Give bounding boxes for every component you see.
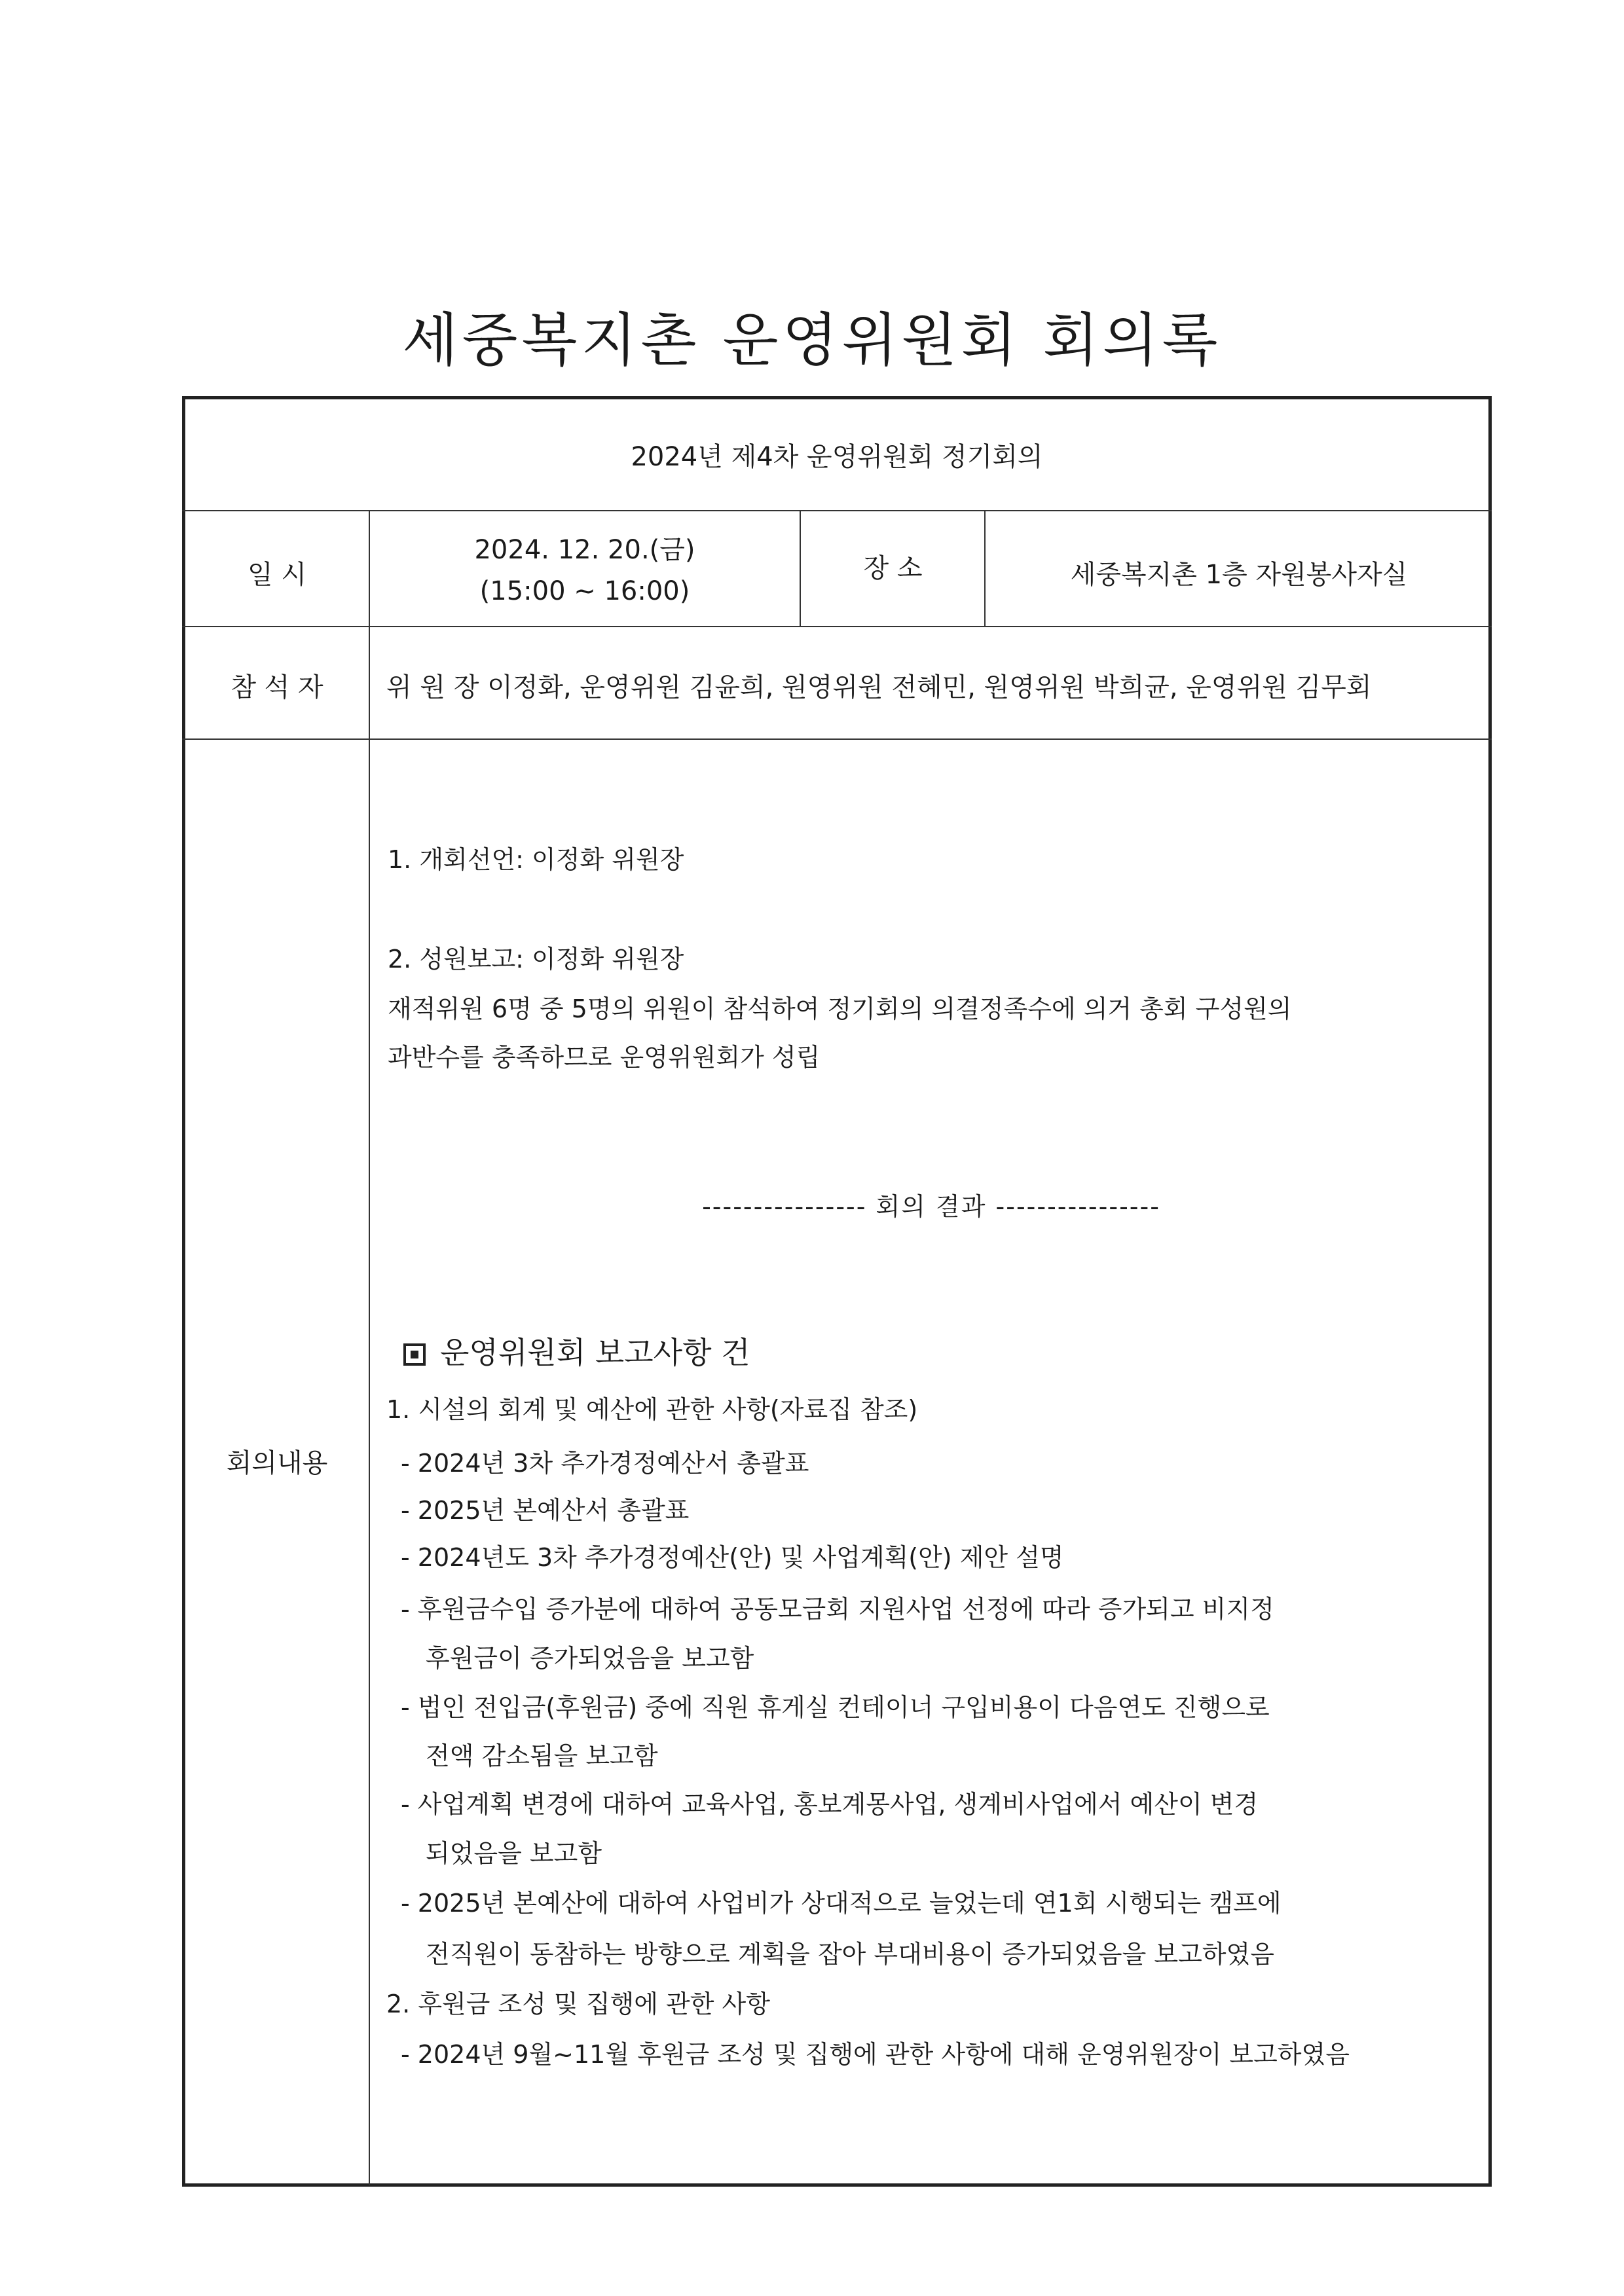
meeting-place: 세중복지촌 1층 자원봉사자실 bbox=[1070, 560, 1408, 590]
report-bullet: - 2024년 9월~11월 후원금 조성 및 집행에 관한 사항에 대해 운영위원장이 보고하였음 bbox=[401, 2040, 1350, 2069]
cell-divider bbox=[800, 511, 801, 627]
label-content: 회의내용 bbox=[226, 1448, 328, 1478]
report-bullet: - 후원금수입 증가분에 대하여 공동모금회 지원사업 선정에 따라 증가되고 비지정 bbox=[401, 1595, 1274, 1624]
report-bullet-cont: 전직원이 동참하는 방향으로 계획을 잡아 부대비용이 증가되었음을 보고하였음 bbox=[426, 1940, 1274, 1969]
section-heading bbox=[403, 1329, 750, 1372]
row-divider bbox=[182, 738, 1492, 740]
attendee-list: 위 원 장 이정화, 운영위원 김윤희, 원영위원 전혜민, 원영위원 박희균, 운영위원 김무회 bbox=[386, 672, 1372, 702]
label-attendees: 참 석 자 bbox=[231, 672, 323, 702]
document-title: 세중복지촌 운영위원회 회의록 bbox=[402, 306, 1222, 374]
report-bullet: - 2025년 본예산서 총괄표 bbox=[401, 1496, 690, 1525]
report-bullet-cont: 되었음을 보고함 bbox=[426, 1839, 602, 1868]
report-bullet: - 법인 전입금(후원금) 중에 직원 휴게실 컨테이너 구입비용이 다음연도 진행으로 bbox=[401, 1693, 1270, 1722]
row-divider bbox=[182, 510, 1492, 511]
quorum-text-line1: 재적위원 6명 중 5명의 위원이 참석하여 정기회의 의결정족수에 의거 총회 구성원의 bbox=[388, 994, 1292, 1023]
quorum-text-line2: 과반수를 충족하므로 운영위원회가 성립 bbox=[388, 1043, 821, 1072]
report-bullet: - 사업계획 변경에 대하여 교육사업, 홍보계몽사업, 생계비사업에서 예산이 변경 bbox=[401, 1790, 1259, 1819]
section-heading-text: 운영위원회 보고사항 건 bbox=[440, 1335, 750, 1370]
item-opening: 1. 개회선언: 이정화 위원장 bbox=[388, 845, 684, 874]
label-place: 장 소 bbox=[863, 553, 923, 583]
meeting-date: 2024. 12. 20.(금) bbox=[474, 535, 695, 565]
results-divider: ---------------- 회의 결과 ---------------- bbox=[702, 1192, 1160, 1221]
report-bullet: - 2024년도 3차 추가경정예산(안) 및 사업계획(안) 제안 설명 bbox=[401, 1543, 1064, 1572]
item-quorum-report: 2. 성원보고: 이정화 위원장 bbox=[388, 945, 684, 974]
filled-square-icon bbox=[403, 1343, 426, 1366]
report-bullet: - 2024년 3차 추가경정예산서 총괄표 bbox=[401, 1449, 809, 1478]
report-bullet: - 2025년 본예산에 대하여 사업비가 상대적으로 늘었는데 연1회 시행되는 캠프에 bbox=[401, 1889, 1282, 1918]
row-divider bbox=[182, 626, 1492, 627]
meeting-time: (15:00 ~ 16:00) bbox=[479, 576, 690, 606]
report-bullet-cont: 전액 감소됨을 보고함 bbox=[426, 1741, 658, 1770]
meeting-name: 2024년 제4차 운영위원회 정기회의 bbox=[631, 442, 1043, 472]
label-datetime: 일 시 bbox=[248, 560, 306, 590]
report-item-1: 1. 시설의 회계 및 예산에 관한 사항(자료집 참조) bbox=[386, 1395, 918, 1424]
cell-divider bbox=[984, 511, 986, 627]
report-item-2: 2. 후원금 조성 및 집행에 관한 사항 bbox=[386, 1990, 770, 2018]
report-bullet-cont: 후원금이 증가되었음을 보고함 bbox=[426, 1644, 754, 1673]
label-column-divider bbox=[369, 511, 370, 2185]
